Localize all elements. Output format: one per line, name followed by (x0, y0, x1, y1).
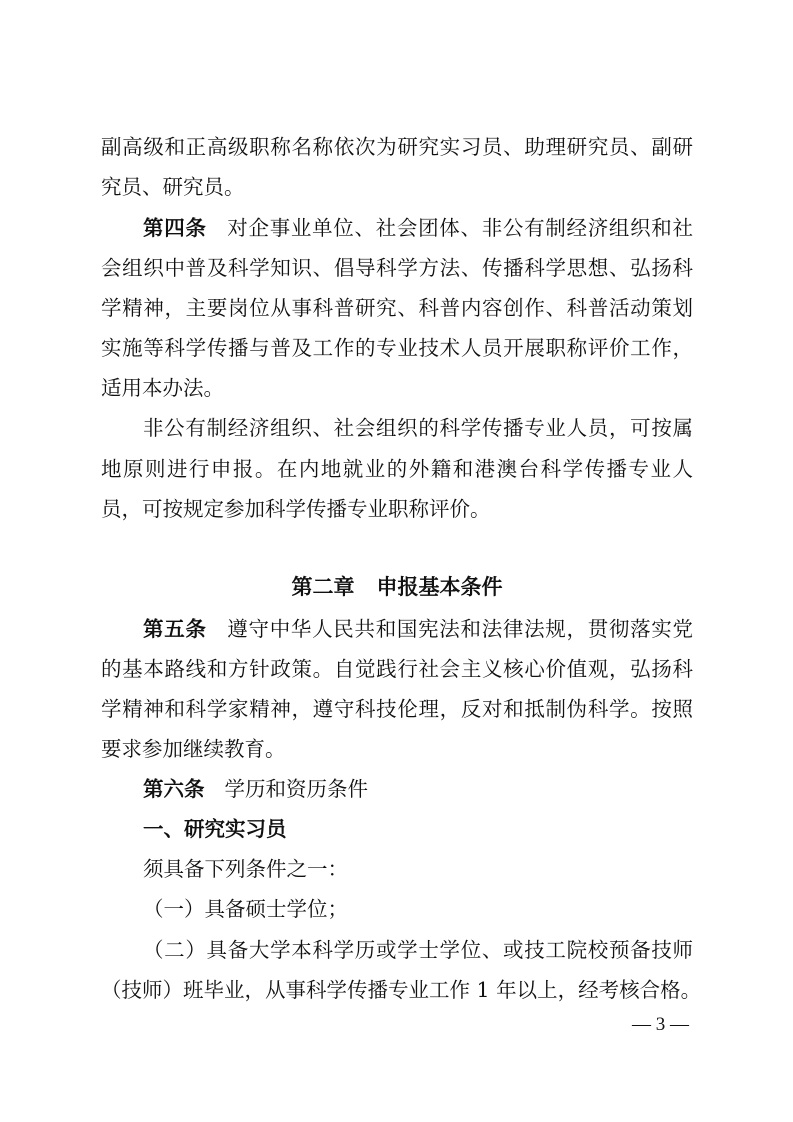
text-span: 学历和资历条件 (224, 777, 368, 801)
text-line: 须具备下列条件之一： (143, 857, 348, 881)
list-item-continuation: （技师）班毕业，从事科学传播专业工作 1 年以上，经考核合格。 (101, 978, 702, 1002)
text-span: 遵守中华人民共和国宪法和法律法规，贯彻落实党 (226, 617, 694, 641)
section-heading: 一、研究实习员 (143, 817, 287, 841)
text-line: 适用本办法。 (101, 376, 224, 400)
article-4-line (143, 208, 693, 248)
article-5-line (143, 609, 693, 649)
text-line: 实施等科学传播与普及工作的专业技术人员开展职称评价工作， (101, 336, 693, 360)
text-line: 学精神，主要岗位从事科普研究、科普内容创作、科普活动策划 (101, 296, 693, 320)
text-line: 会组织中普及科学知识、倡导科学方法、传播科学思想、弘扬科 (101, 256, 693, 280)
text-line: 非公有制经济组织、社会组织的科学传播专业人员，可按属 (143, 416, 693, 440)
article-label: 第四条 (143, 216, 207, 240)
chapter-title: 申报基本条件 (376, 575, 503, 599)
page-number: — 3 — (632, 1014, 689, 1035)
chapter-heading (101, 567, 693, 607)
text-line: 的基本路线和方针政策。自觉践行社会主义核心价值观，弘扬科 (101, 657, 693, 681)
article-6-line (143, 769, 693, 809)
text-line: 要求参加继续教育。 (101, 737, 286, 761)
chapter-number: 第二章 (291, 575, 355, 599)
text-line: 员，可按规定参加科学传播专业职称评价。 (101, 497, 491, 521)
text-span: 对企事业单位、社会团体、非公有制经济组织和社 (226, 216, 694, 240)
text-line: 究员、研究员。 (101, 175, 245, 199)
article-label: 第五条 (143, 617, 207, 641)
text-line: 副高级和正高级职称名称依次为研究实习员、助理研究员、副研 (101, 135, 693, 159)
list-item: （二）具备大学本科学历或学士学位、或技工院校预备技师 (143, 938, 693, 962)
text-line: 学精神和科学家精神，遵守科技伦理，反对和抵制伪科学。按照 (101, 697, 693, 721)
text-line: 地原则进行申报。在内地就业的外籍和港澳台科学传播专业人 (101, 457, 693, 481)
list-item: （一）具备硕士学位； (143, 897, 348, 921)
article-label: 第六条 (143, 777, 205, 801)
